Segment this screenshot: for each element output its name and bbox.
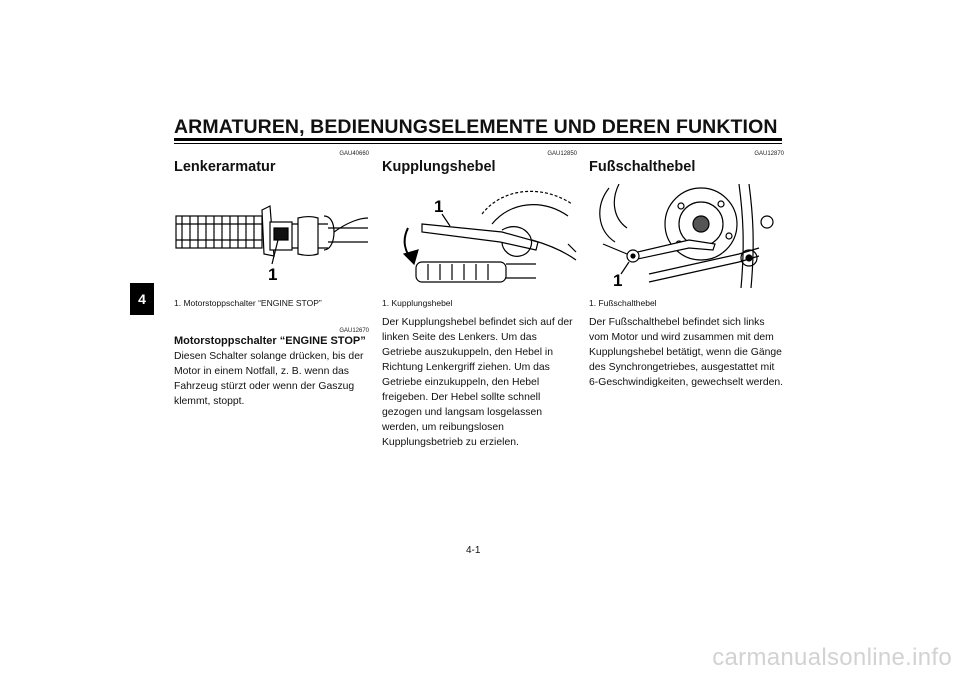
shift-pedal-figure bbox=[589, 184, 784, 289]
reference-code: GAU40660 bbox=[339, 151, 369, 157]
figure-caption: 1. Motorstoppschalter “ENGINE STOP” bbox=[174, 298, 322, 308]
figure-callout: 1 bbox=[268, 265, 278, 284]
watermark: carmanualsonline.info bbox=[712, 644, 952, 671]
title-rule-thin bbox=[174, 143, 782, 144]
title-rule bbox=[174, 138, 782, 141]
body-text: Diesen Schalter solange drücken, bis der Motor in einem Notfall, z. B. wenn das Fahrzeug stürzt oder wenn der Gaszug klemmt, stoppt. bbox=[174, 351, 364, 407]
section-heading: Kupplungshebel bbox=[382, 159, 496, 175]
figure-callout: 1 bbox=[613, 271, 623, 289]
section-fussschalthebel bbox=[589, 150, 784, 390]
handlebar-switch-illustration bbox=[174, 184, 369, 289]
figure-caption: 1. Fußschalthebel bbox=[589, 298, 657, 308]
reference-code: GAU12870 bbox=[754, 151, 784, 157]
figure-callout: 1 bbox=[434, 197, 444, 216]
reference-code: GAU12850 bbox=[547, 151, 577, 157]
page-title: ARMATUREN, BEDIENUNGSELEMENTE UND DEREN FUNKTION bbox=[174, 116, 778, 138]
clutch-lever-figure bbox=[382, 184, 577, 289]
body-text: Der Fußschalthebel befindet sich links vom Motor und wird zusammen mit dem Kupplungshebel betätigt, wenn die Gänge des Synchrongetriebes, ausgestattet mit 6-Geschwindigkeiten, gewechselt werden. bbox=[589, 317, 784, 388]
figure-caption: 1. Kupplungshebel bbox=[382, 298, 453, 308]
handlebar-switch-figure bbox=[174, 184, 369, 289]
page-number: 4-1 bbox=[466, 545, 481, 556]
section-kupplungshebel bbox=[382, 150, 577, 450]
subsection-heading: Motorstoppschalter “ENGINE STOP” bbox=[174, 335, 366, 347]
section-heading: Fußschalthebel bbox=[589, 159, 696, 175]
body-text: Der Kupplungshebel befindet sich auf der linken Seite des Lenkers. Um das Getriebe auszukuppeln, den Hebel in Richtung Lenkergriff ziehen. Um das Getriebe einzukuppeln, den Hebel freigeben. Der Hebel sollte schnell gezogen und langsam losgelassen werden, um reibungslosen Kupplungsbetrieb zu erzielen. bbox=[382, 317, 573, 448]
chapter-tab: 4 bbox=[130, 283, 154, 315]
shift-pedal-illustration bbox=[589, 184, 784, 289]
section-lenkerarmatur bbox=[174, 150, 369, 409]
section-heading: Lenkerarmatur bbox=[174, 159, 276, 175]
clutch-lever-illustration bbox=[382, 184, 577, 289]
reference-code: GAU12670 bbox=[339, 328, 369, 334]
